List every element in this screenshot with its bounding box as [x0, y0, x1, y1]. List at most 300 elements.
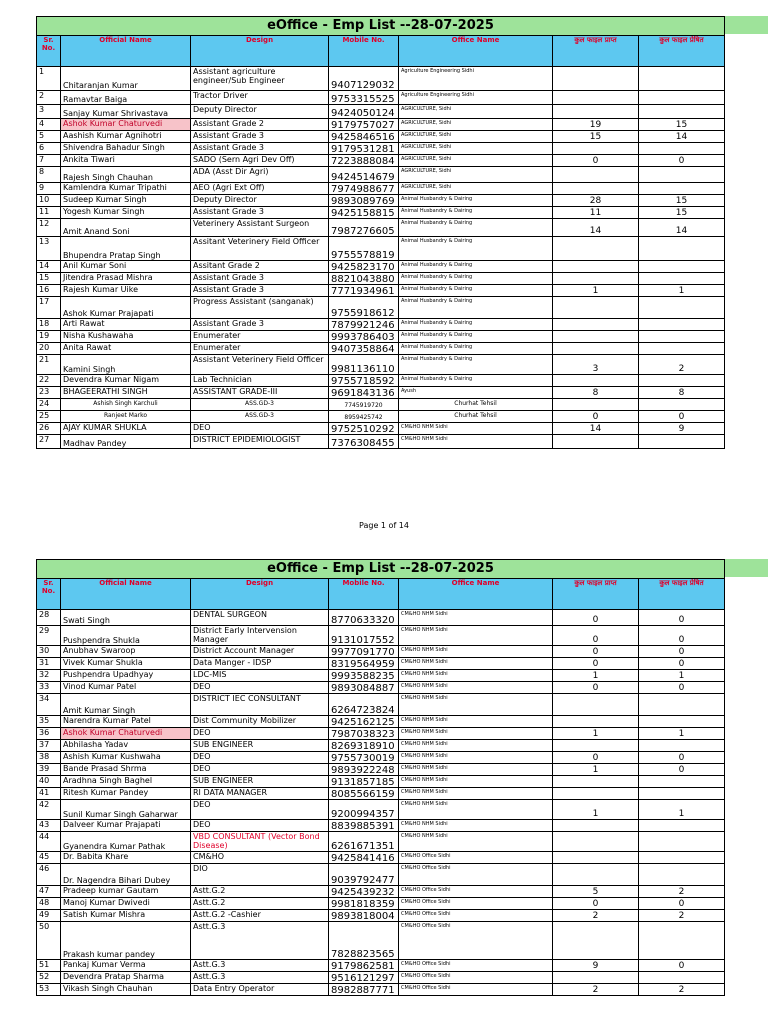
cell-files-sent	[639, 922, 725, 960]
cell-office-name: Animal Husbandry & Dairing	[399, 297, 553, 319]
cell-office-name: AGRICULTURE, Sidhi	[399, 131, 553, 143]
cell-files-sent: 2	[639, 886, 725, 898]
table-row	[37, 864, 725, 886]
table-row	[37, 670, 725, 682]
table-row	[37, 728, 725, 740]
cell-files-sent	[639, 167, 725, 183]
cell-files-sent: 0	[639, 610, 725, 626]
cell-official-name: Anita Rawat	[61, 343, 191, 355]
cell-sr: 6	[37, 143, 61, 155]
table-row	[37, 67, 725, 91]
cell-files-sent	[639, 297, 725, 319]
cell-mobile: 9407358864	[329, 343, 399, 355]
cell-office-name: Animal Husbandry & Dairing	[399, 331, 553, 343]
cell-mobile: 8269318910	[329, 740, 399, 752]
header-files-sent: कुल फाइल प्रेषित	[639, 579, 725, 610]
cell-mobile: 9200994357	[329, 800, 399, 820]
cell-official-name: Pankaj Kumar Verma	[61, 960, 191, 972]
cell-files-received	[553, 820, 639, 832]
cell-files-sent	[639, 972, 725, 984]
cell-files-received: 0	[553, 658, 639, 670]
cell-files-sent	[639, 331, 725, 343]
cell-office-name: Animal Husbandry & Dairing	[399, 375, 553, 387]
cell-official-name: Shivendra Bahadur Singh	[61, 143, 191, 155]
cell-design: Enumerater	[191, 343, 329, 355]
cell-design: Progress Assistant (sanganak)	[191, 297, 329, 319]
cell-design: Assistant Grade 3	[191, 143, 329, 155]
cell-files-received: 1	[553, 800, 639, 820]
cell-office-name: CM&HO NHM Sidhi	[399, 610, 553, 626]
cell-files-received	[553, 273, 639, 285]
cell-files-received: 0	[553, 411, 639, 423]
table-row	[37, 143, 725, 155]
cell-files-sent: 0	[639, 658, 725, 670]
cell-office-name: Animal Husbandry & Dairing	[399, 261, 553, 273]
cell-files-received: 1	[553, 670, 639, 682]
cell-official-name: Bande Prasad Shrma	[61, 764, 191, 776]
cell-office-name: Animal Husbandry & Dairing	[399, 273, 553, 285]
table-row	[37, 832, 725, 852]
cell-mobile: 7974988677	[329, 183, 399, 195]
cell-design: DEO	[191, 728, 329, 740]
cell-official-name: Rajesh Singh Chauhan	[61, 167, 191, 183]
cell-sr: 2	[37, 91, 61, 105]
table-row	[37, 261, 725, 273]
cell-mobile: 9981818359	[329, 898, 399, 910]
table-row	[37, 195, 725, 207]
cell-sr: 47	[37, 886, 61, 898]
cell-office-name: Churhat Tehsil	[399, 399, 553, 411]
cell-official-name: Chitaranjan Kumar	[61, 67, 191, 91]
cell-design: ASS.GD-3	[191, 411, 329, 423]
cell-files-sent	[639, 399, 725, 411]
cell-mobile: 9755918612	[329, 297, 399, 319]
cell-files-sent: 1	[639, 285, 725, 297]
cell-office-name: CM&HO Office Sidhi	[399, 960, 553, 972]
cell-files-received: 9	[553, 960, 639, 972]
cell-office-name: Animal Husbandry & Dairing	[399, 207, 553, 219]
cell-official-name: Gyanendra Kumar Pathak	[61, 832, 191, 852]
cell-design: DIO	[191, 864, 329, 886]
cell-official-name: Madhav Pandey	[61, 435, 191, 449]
cell-official-name: Devendra Kumar Nigam	[61, 375, 191, 387]
cell-files-sent	[639, 716, 725, 728]
cell-sr: 10	[37, 195, 61, 207]
table-row	[37, 694, 725, 716]
cell-sr: 29	[37, 626, 61, 646]
cell-files-sent	[639, 261, 725, 273]
cell-files-sent: 2	[639, 984, 725, 996]
cell-office-name: CM&HO NHM Sidhi	[399, 716, 553, 728]
cell-official-name: Sanjay Kumar Shrivastava	[61, 105, 191, 119]
cell-files-received: 14	[553, 219, 639, 237]
cell-design: ASS.GD-3	[191, 399, 329, 411]
cell-sr: 14	[37, 261, 61, 273]
cell-office-name: Ayush	[399, 387, 553, 399]
cell-sr: 37	[37, 740, 61, 752]
cell-office-name: CM&HO Office Sidhi	[399, 984, 553, 996]
table-row	[37, 423, 725, 435]
cell-sr: 24	[37, 399, 61, 411]
cell-files-sent: 1	[639, 800, 725, 820]
table-row	[37, 984, 725, 996]
cell-office-name: CM&HO NHM Sidhi	[399, 820, 553, 832]
cell-files-received: 11	[553, 207, 639, 219]
cell-design: DISTRICT IEC CONSULTANT	[191, 694, 329, 716]
cell-files-received: 3	[553, 355, 639, 375]
cell-files-received: 14	[553, 423, 639, 435]
cell-sr: 33	[37, 682, 61, 694]
cell-mobile: 9893089769	[329, 195, 399, 207]
header-office-name: Office Name	[399, 579, 553, 610]
table-row	[37, 119, 725, 131]
page-footer: Page 1 of 14	[359, 521, 409, 530]
cell-files-sent	[639, 91, 725, 105]
cell-office-name: CM&HO Office Sidhi	[399, 852, 553, 864]
header-mobile: Mobile No.	[329, 36, 399, 67]
cell-design: SUB ENGINEER	[191, 776, 329, 788]
table-row	[37, 610, 725, 626]
cell-sr: 41	[37, 788, 61, 800]
cell-official-name: Pushpendra Shukla	[61, 626, 191, 646]
cell-office-name: Animal Husbandry & Dairing	[399, 355, 553, 375]
cell-official-name: BHAGEERATHI SINGH	[61, 387, 191, 399]
cell-files-received	[553, 167, 639, 183]
cell-mobile: 7771934961	[329, 285, 399, 297]
cell-files-received: 0	[553, 626, 639, 646]
cell-files-sent: 15	[639, 119, 725, 131]
cell-office-name: AGRICULTURE, Sidhi	[399, 143, 553, 155]
cell-official-name: Devendra Pratap Sharma	[61, 972, 191, 984]
cell-files-sent	[639, 788, 725, 800]
cell-official-name: Kamini Singh	[61, 355, 191, 375]
table-row	[37, 387, 725, 399]
cell-office-name: Animal Husbandry & Dairing	[399, 237, 553, 261]
cell-official-name: Amit Kumar Singh	[61, 694, 191, 716]
cell-design: Astt.G.3	[191, 960, 329, 972]
cell-official-name: Rajesh Kumar Uike	[61, 285, 191, 297]
cell-design: VBD CONSULTANT (Vector Bond Disease)	[191, 832, 329, 852]
cell-files-sent: 0	[639, 626, 725, 646]
cell-sr: 42	[37, 800, 61, 820]
cell-official-name: Dr. Babita Khare	[61, 852, 191, 864]
cell-mobile: 9425846516	[329, 131, 399, 143]
cell-mobile: 9691843136	[329, 387, 399, 399]
cell-design: Assistant Grade 2	[191, 119, 329, 131]
cell-files-sent	[639, 343, 725, 355]
cell-official-name: Ashok Kumar Chaturvedi	[61, 728, 191, 740]
cell-design: Astt.G.2	[191, 898, 329, 910]
table-row	[37, 355, 725, 375]
table-row	[37, 898, 725, 910]
cell-files-sent	[639, 143, 725, 155]
cell-design: Assistant Grade 3	[191, 285, 329, 297]
cell-files-sent	[639, 237, 725, 261]
cell-official-name: Amit Anand Soni	[61, 219, 191, 237]
cell-office-name: CM&HO NHM Sidhi	[399, 694, 553, 716]
cell-files-sent	[639, 67, 725, 91]
cell-files-received: 2	[553, 984, 639, 996]
cell-sr: 27	[37, 435, 61, 449]
cell-sr: 51	[37, 960, 61, 972]
cell-mobile: 9425823170	[329, 261, 399, 273]
cell-sr: 26	[37, 423, 61, 435]
cell-mobile: 7828823565	[329, 922, 399, 960]
cell-files-received: 8	[553, 387, 639, 399]
cell-design: Astt.G.2 -Cashier	[191, 910, 329, 922]
cell-sr: 20	[37, 343, 61, 355]
cell-files-sent: 8	[639, 387, 725, 399]
cell-design: Astt.G.3	[191, 922, 329, 960]
cell-office-name: CM&HO Office Sidhi	[399, 886, 553, 898]
cell-design: Data Entry Operator	[191, 984, 329, 996]
cell-mobile: 9424514679	[329, 167, 399, 183]
cell-sr: 4	[37, 119, 61, 131]
cell-files-sent: 0	[639, 764, 725, 776]
cell-mobile: 8770633320	[329, 610, 399, 626]
sheet-page-2	[36, 559, 725, 996]
cell-design: Assistant Grade 3	[191, 207, 329, 219]
cell-mobile: 9755718592	[329, 375, 399, 387]
cell-official-name: Ranjeet Marko	[61, 411, 191, 423]
cell-office-name: Churhat Tehsil	[399, 411, 553, 423]
cell-files-received: 0	[553, 610, 639, 626]
cell-office-name: CM&HO NHM Sidhi	[399, 435, 553, 449]
table-row	[37, 375, 725, 387]
table-row	[37, 886, 725, 898]
cell-sr: 3	[37, 105, 61, 119]
cell-sr: 16	[37, 285, 61, 297]
header-files-received: कुल फाइल प्राप्त	[553, 36, 639, 67]
table-row	[37, 972, 725, 984]
table-row	[37, 91, 725, 105]
cell-sr: 9	[37, 183, 61, 195]
cell-sr: 21	[37, 355, 61, 375]
cell-design: LDC-MIS	[191, 670, 329, 682]
cell-files-received	[553, 694, 639, 716]
table-row	[37, 764, 725, 776]
cell-mobile: 9977091770	[329, 646, 399, 658]
cell-files-received	[553, 435, 639, 449]
cell-official-name: Pushpendra Upadhyay	[61, 670, 191, 682]
cell-mobile: 7879921246	[329, 319, 399, 331]
cell-files-received	[553, 343, 639, 355]
cell-mobile: 9131017552	[329, 626, 399, 646]
cell-office-name: CM&HO NHM Sidhi	[399, 740, 553, 752]
table-title: eOffice - Emp List --28-07-2025	[37, 560, 725, 579]
header-files-received: कुल फाइल प्राप्त	[553, 579, 639, 610]
cell-files-received	[553, 319, 639, 331]
table-row	[37, 399, 725, 411]
cell-official-name: Ritesh Kumar Pandey	[61, 788, 191, 800]
table-row	[37, 646, 725, 658]
cell-design: Assistant Grade 3	[191, 319, 329, 331]
table-row	[37, 820, 725, 832]
employee-table-page-2	[36, 559, 725, 996]
cell-design: Assistant Grade 3	[191, 273, 329, 285]
cell-office-name: CM&HO Office Sidhi	[399, 864, 553, 886]
cell-office-name: CM&HO NHM Sidhi	[399, 626, 553, 646]
cell-official-name: Sudeep Kumar Singh	[61, 195, 191, 207]
cell-sr: 43	[37, 820, 61, 832]
header-files-sent: कुल फाइल प्रेषित	[639, 36, 725, 67]
table-row	[37, 207, 725, 219]
cell-files-sent	[639, 740, 725, 752]
cell-mobile: 9981136110	[329, 355, 399, 375]
cell-sr: 1	[37, 67, 61, 91]
cell-official-name: Arti Rawat	[61, 319, 191, 331]
cell-files-sent	[639, 776, 725, 788]
cell-official-name: Vikash Singh Chauhan	[61, 984, 191, 996]
cell-design: Assistant agriculture engineer/Sub Engineer	[191, 67, 329, 91]
cell-design: ASSISTANT GRADE-III	[191, 387, 329, 399]
table-row	[37, 435, 725, 449]
cell-design: DEO	[191, 764, 329, 776]
cell-files-received	[553, 237, 639, 261]
cell-files-sent	[639, 105, 725, 119]
cell-mobile: 9179531281	[329, 143, 399, 155]
cell-files-sent: 0	[639, 682, 725, 694]
cell-office-name: CM&HO NHM Sidhi	[399, 682, 553, 694]
cell-mobile: 7987038323	[329, 728, 399, 740]
cell-sr: 22	[37, 375, 61, 387]
cell-design: Assistant Veterinery Field Officer	[191, 355, 329, 375]
cell-files-received: 19	[553, 119, 639, 131]
cell-office-name: CM&HO Office Sidhi	[399, 898, 553, 910]
cell-design: DEO	[191, 752, 329, 764]
cell-files-sent	[639, 375, 725, 387]
cell-files-sent	[639, 273, 725, 285]
cell-office-name: CM&HO NHM Sidhi	[399, 670, 553, 682]
cell-files-received	[553, 183, 639, 195]
cell-sr: 11	[37, 207, 61, 219]
cell-mobile: 9755578819	[329, 237, 399, 261]
cell-files-received	[553, 716, 639, 728]
cell-office-name: AGRICULTURE, Sidhi	[399, 119, 553, 131]
cell-official-name: Dr. Nagendra Bihari Dubey	[61, 864, 191, 886]
cell-office-name: Animal Husbandry & Dairing	[399, 195, 553, 207]
header-official-name: Official Name	[61, 36, 191, 67]
cell-mobile: 9179757027	[329, 119, 399, 131]
cell-official-name: Vinod Kumar Patel	[61, 682, 191, 694]
cell-files-sent	[639, 832, 725, 852]
cell-files-sent: 1	[639, 670, 725, 682]
cell-files-received: 0	[553, 682, 639, 694]
table-title: eOffice - Emp List --28-07-2025	[37, 17, 725, 36]
cell-design: Deputy Director	[191, 195, 329, 207]
table-row	[37, 910, 725, 922]
cell-files-sent: 0	[639, 155, 725, 167]
cell-files-received: 1	[553, 285, 639, 297]
cell-mobile: 9425439232	[329, 886, 399, 898]
cell-files-sent: 14	[639, 131, 725, 143]
cell-design: ADA (Asst Dir Agri)	[191, 167, 329, 183]
cell-sr: 15	[37, 273, 61, 285]
cell-files-received: 28	[553, 195, 639, 207]
cell-files-sent	[639, 183, 725, 195]
cell-mobile: 9893818004	[329, 910, 399, 922]
cell-office-name: CM&HO NHM Sidhi	[399, 646, 553, 658]
cell-office-name: Animal Husbandry & Dairing	[399, 319, 553, 331]
cell-files-sent: 0	[639, 752, 725, 764]
table-row	[37, 626, 725, 646]
cell-sr: 19	[37, 331, 61, 343]
cell-files-received	[553, 852, 639, 864]
header-sr: Sr. No.	[37, 579, 61, 610]
cell-files-received: 1	[553, 764, 639, 776]
cell-files-sent: 15	[639, 195, 725, 207]
table-row	[37, 922, 725, 960]
cell-sr: 39	[37, 764, 61, 776]
title-accent-bar	[724, 16, 768, 34]
cell-mobile: 6261671351	[329, 832, 399, 852]
cell-files-received	[553, 740, 639, 752]
cell-files-sent: 0	[639, 411, 725, 423]
cell-files-received	[553, 399, 639, 411]
cell-files-received: 0	[553, 898, 639, 910]
cell-files-received	[553, 261, 639, 273]
cell-files-received	[553, 297, 639, 319]
cell-mobile: 9425158815	[329, 207, 399, 219]
cell-sr: 38	[37, 752, 61, 764]
cell-design: Data Manger - IDSP	[191, 658, 329, 670]
cell-official-name: Manoj Kumar Dwivedi	[61, 898, 191, 910]
table-row	[37, 752, 725, 764]
cell-official-name: Aradhna Singh Baghel	[61, 776, 191, 788]
cell-design: DEO	[191, 423, 329, 435]
table-row	[37, 716, 725, 728]
header-design: Design	[191, 36, 329, 67]
table-row	[37, 285, 725, 297]
cell-design: Assistant Grade 3	[191, 131, 329, 143]
cell-files-sent: 0	[639, 898, 725, 910]
table-row	[37, 788, 725, 800]
cell-official-name: Ashok Kumar Chaturvedi	[61, 119, 191, 131]
cell-files-sent: 0	[639, 646, 725, 658]
cell-mobile: 9893084887	[329, 682, 399, 694]
cell-design: Tractor Driver	[191, 91, 329, 105]
cell-official-name: Sunil Kumar Singh Gaharwar	[61, 800, 191, 820]
cell-sr: 8	[37, 167, 61, 183]
table-row	[37, 682, 725, 694]
cell-office-name: CM&HO NHM Sidhi	[399, 728, 553, 740]
cell-mobile: 8839885391	[329, 820, 399, 832]
cell-office-name: Animal Husbandry & Dairing	[399, 343, 553, 355]
header-sr: Sr. No.	[37, 36, 61, 67]
cell-official-name: Anil Kumar Soni	[61, 261, 191, 273]
table-row	[37, 183, 725, 195]
cell-mobile: 8085566159	[329, 788, 399, 800]
cell-files-received	[553, 788, 639, 800]
cell-office-name: AGRICULTURE, Sidhi	[399, 155, 553, 167]
cell-files-received	[553, 832, 639, 852]
cell-office-name: CM&HO NHM Sidhi	[399, 764, 553, 776]
cell-official-name: Ramavtar Baiga	[61, 91, 191, 105]
cell-files-sent	[639, 319, 725, 331]
cell-office-name: AGRICULTURE, Sidhi	[399, 105, 553, 119]
cell-design: Astt.G.2	[191, 886, 329, 898]
header-official-name: Official Name	[61, 579, 191, 610]
cell-sr: 25	[37, 411, 61, 423]
cell-files-received	[553, 864, 639, 886]
cell-sr: 44	[37, 832, 61, 852]
cell-design: SADO (Sern Agri Dev Off)	[191, 155, 329, 167]
cell-official-name: Nisha Kushawaha	[61, 331, 191, 343]
cell-mobile: 9425162125	[329, 716, 399, 728]
cell-files-received: 1	[553, 728, 639, 740]
cell-office-name: Animal Husbandry & Dairing	[399, 219, 553, 237]
cell-files-received	[553, 143, 639, 155]
